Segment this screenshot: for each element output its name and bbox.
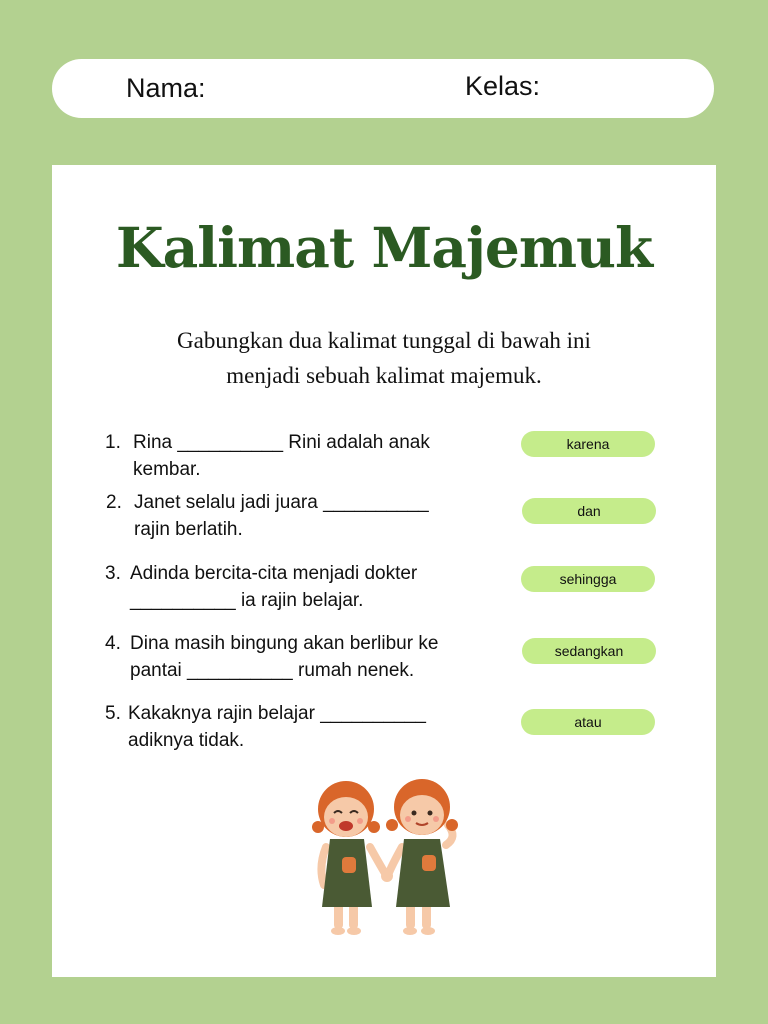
question-item: [105, 700, 505, 756]
worksheet-title: Kalimat Majemuk: [115, 215, 653, 280]
option-chip-sedangkan[interactable]: sedangkan: [522, 638, 656, 664]
option-chip-karena[interactable]: karena: [521, 431, 655, 457]
question-number: 3.: [105, 563, 121, 584]
instruction-text: [92, 323, 676, 393]
option-chip-sehingga[interactable]: sehingga: [521, 566, 655, 592]
question-line: Adinda bercita-cita menjadi dokter: [130, 563, 418, 584]
option-chip-dan[interactable]: dan: [522, 498, 656, 524]
question-line: adiknya tidak.: [128, 730, 245, 751]
instruction-line-2: menjadi sebuah kalimat majemuk.: [226, 363, 542, 388]
question-line: Kakaknya rajin belajar __________: [128, 703, 426, 724]
class-label: Kelas:: [465, 71, 541, 101]
name-label: Nama:: [126, 73, 206, 103]
question-line: Rina __________ Rini adalah anak: [133, 432, 430, 453]
question-line: kembar.: [133, 459, 201, 480]
question-line: pantai __________ rumah nenek.: [130, 660, 415, 681]
question-item: [106, 489, 506, 545]
question-item: [105, 429, 505, 485]
question-number: 4.: [105, 633, 121, 654]
question-line: rajin berlatih.: [134, 519, 243, 540]
question-line: Dina masih bingung akan berlibur ke: [130, 633, 439, 654]
question-line: __________ ia rajin belajar.: [130, 590, 364, 611]
question-item: [105, 560, 505, 616]
girl-right-figure: [386, 779, 458, 935]
question-number: 2.: [106, 492, 122, 513]
girl-left-figure: [312, 781, 386, 935]
worksheet-card: [52, 165, 716, 977]
question-number: 5.: [105, 703, 121, 724]
question-item: [105, 630, 505, 686]
twins-illustration: [312, 775, 462, 937]
question-number: 1.: [105, 432, 121, 453]
option-chip-atau[interactable]: atau: [521, 709, 655, 735]
joined-hands: [381, 870, 393, 882]
question-line: Janet selalu jadi juara __________: [134, 492, 429, 513]
student-info-bar: [52, 59, 714, 118]
instruction-line-1: Gabungkan dua kalimat tunggal di bawah ini: [177, 328, 591, 353]
